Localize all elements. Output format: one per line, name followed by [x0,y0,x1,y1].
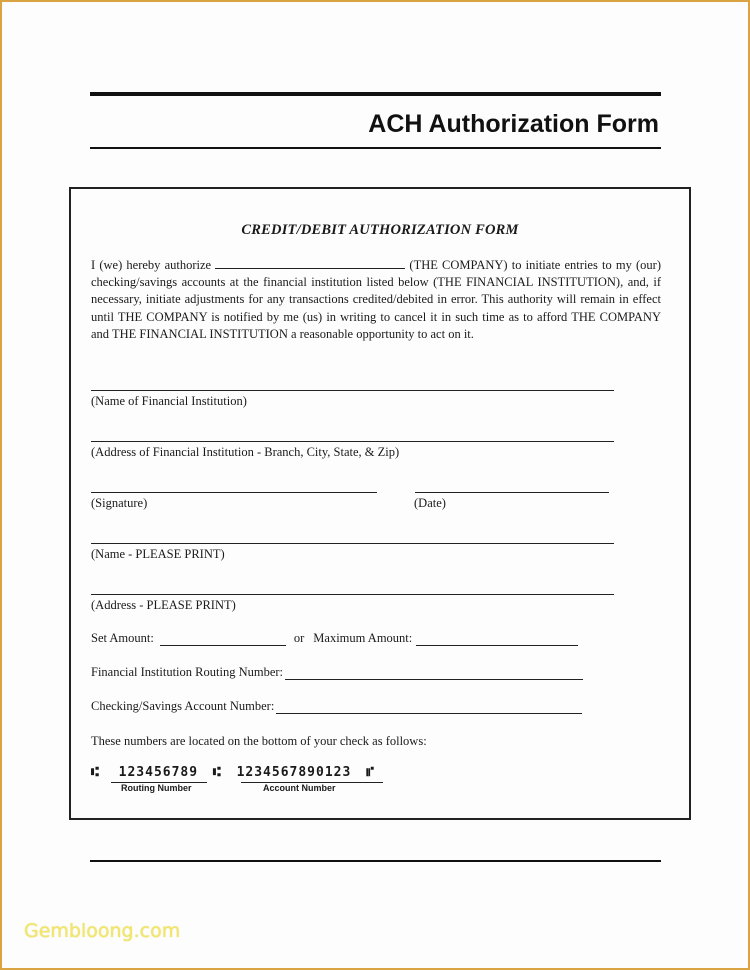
authorization-body: (THE COMPANY) to initiate entries to my (our) checking/savings accounts at the financial institution listed below (THE FINANCIAL INSTITUTION), and, if necessary, initiate adjustments for any transactions credited/debited in error. This authority will remain in effect until THE COMPANY is notified by me (us) in writing to cancel it in such time as to afford THE COMPANY and THE FINANCIAL INSTITUTION a reasonable opportunity to act on it. [91,258,662,341]
address-print-line[interactable] [91,594,614,595]
date-label: (Date) [414,496,446,510]
name-print-label: (Name - PLEASE PRINT) [91,547,225,561]
footer-rule [90,860,661,862]
maximum-amount-label: Maximum Amount: [313,631,413,645]
header-bottom-rule [90,147,661,149]
set-amount-label: Set Amount: [91,631,154,645]
account-digits: 1234567890123 [236,765,352,780]
routing-caption: Routing Number [121,783,192,793]
document-title: ACH Authorization Form [368,110,659,138]
routing-transit-symbol: ⑆ [91,765,100,780]
date-line[interactable] [415,492,609,493]
account-number-field[interactable] [276,702,582,714]
routing-digits: 123456789 [118,765,199,780]
or-label: or [293,631,305,645]
amount-row [91,631,578,646]
routing-number-field[interactable] [285,668,583,680]
name-print-line[interactable] [91,543,614,544]
set-amount-field[interactable] [160,634,286,646]
account-number-label: Checking/Savings Account Number: [91,699,275,713]
header-top-rule [90,92,661,96]
authorization-lead: I (we) hereby authorize [91,258,212,272]
institution-name-line[interactable] [91,390,614,391]
form-heading: CREDIT/DEBIT AUTHORIZATION FORM [241,222,519,238]
routing-row [91,665,583,680]
institution-address-line[interactable] [91,441,614,442]
address-print-label: (Address - PLEASE PRINT) [91,598,236,612]
on-us-symbol: ⑈ [366,765,375,780]
watermark: Gembloong.com [24,920,181,942]
account-caption: Account Number [263,783,336,793]
maximum-amount-field[interactable] [416,634,578,646]
signature-label: (Signature) [91,496,148,510]
check-note: These numbers are located on the bottom of your check as follows: [91,734,427,748]
authorization-paragraph [91,257,661,343]
routing-number-label: Financial Institution Routing Number: [91,665,283,679]
company-name-blank[interactable] [215,257,405,269]
account-row [91,699,582,714]
authorization-form [69,187,691,820]
routing-transit-symbol-close: ⑆ [212,765,222,780]
institution-name-label: (Name of Financial Institution) [91,394,247,408]
institution-address-label: (Address of Financial Institution - Branch, City, State, & Zip) [91,445,400,459]
check-micr-line [91,765,375,780]
signature-line[interactable] [91,492,377,493]
